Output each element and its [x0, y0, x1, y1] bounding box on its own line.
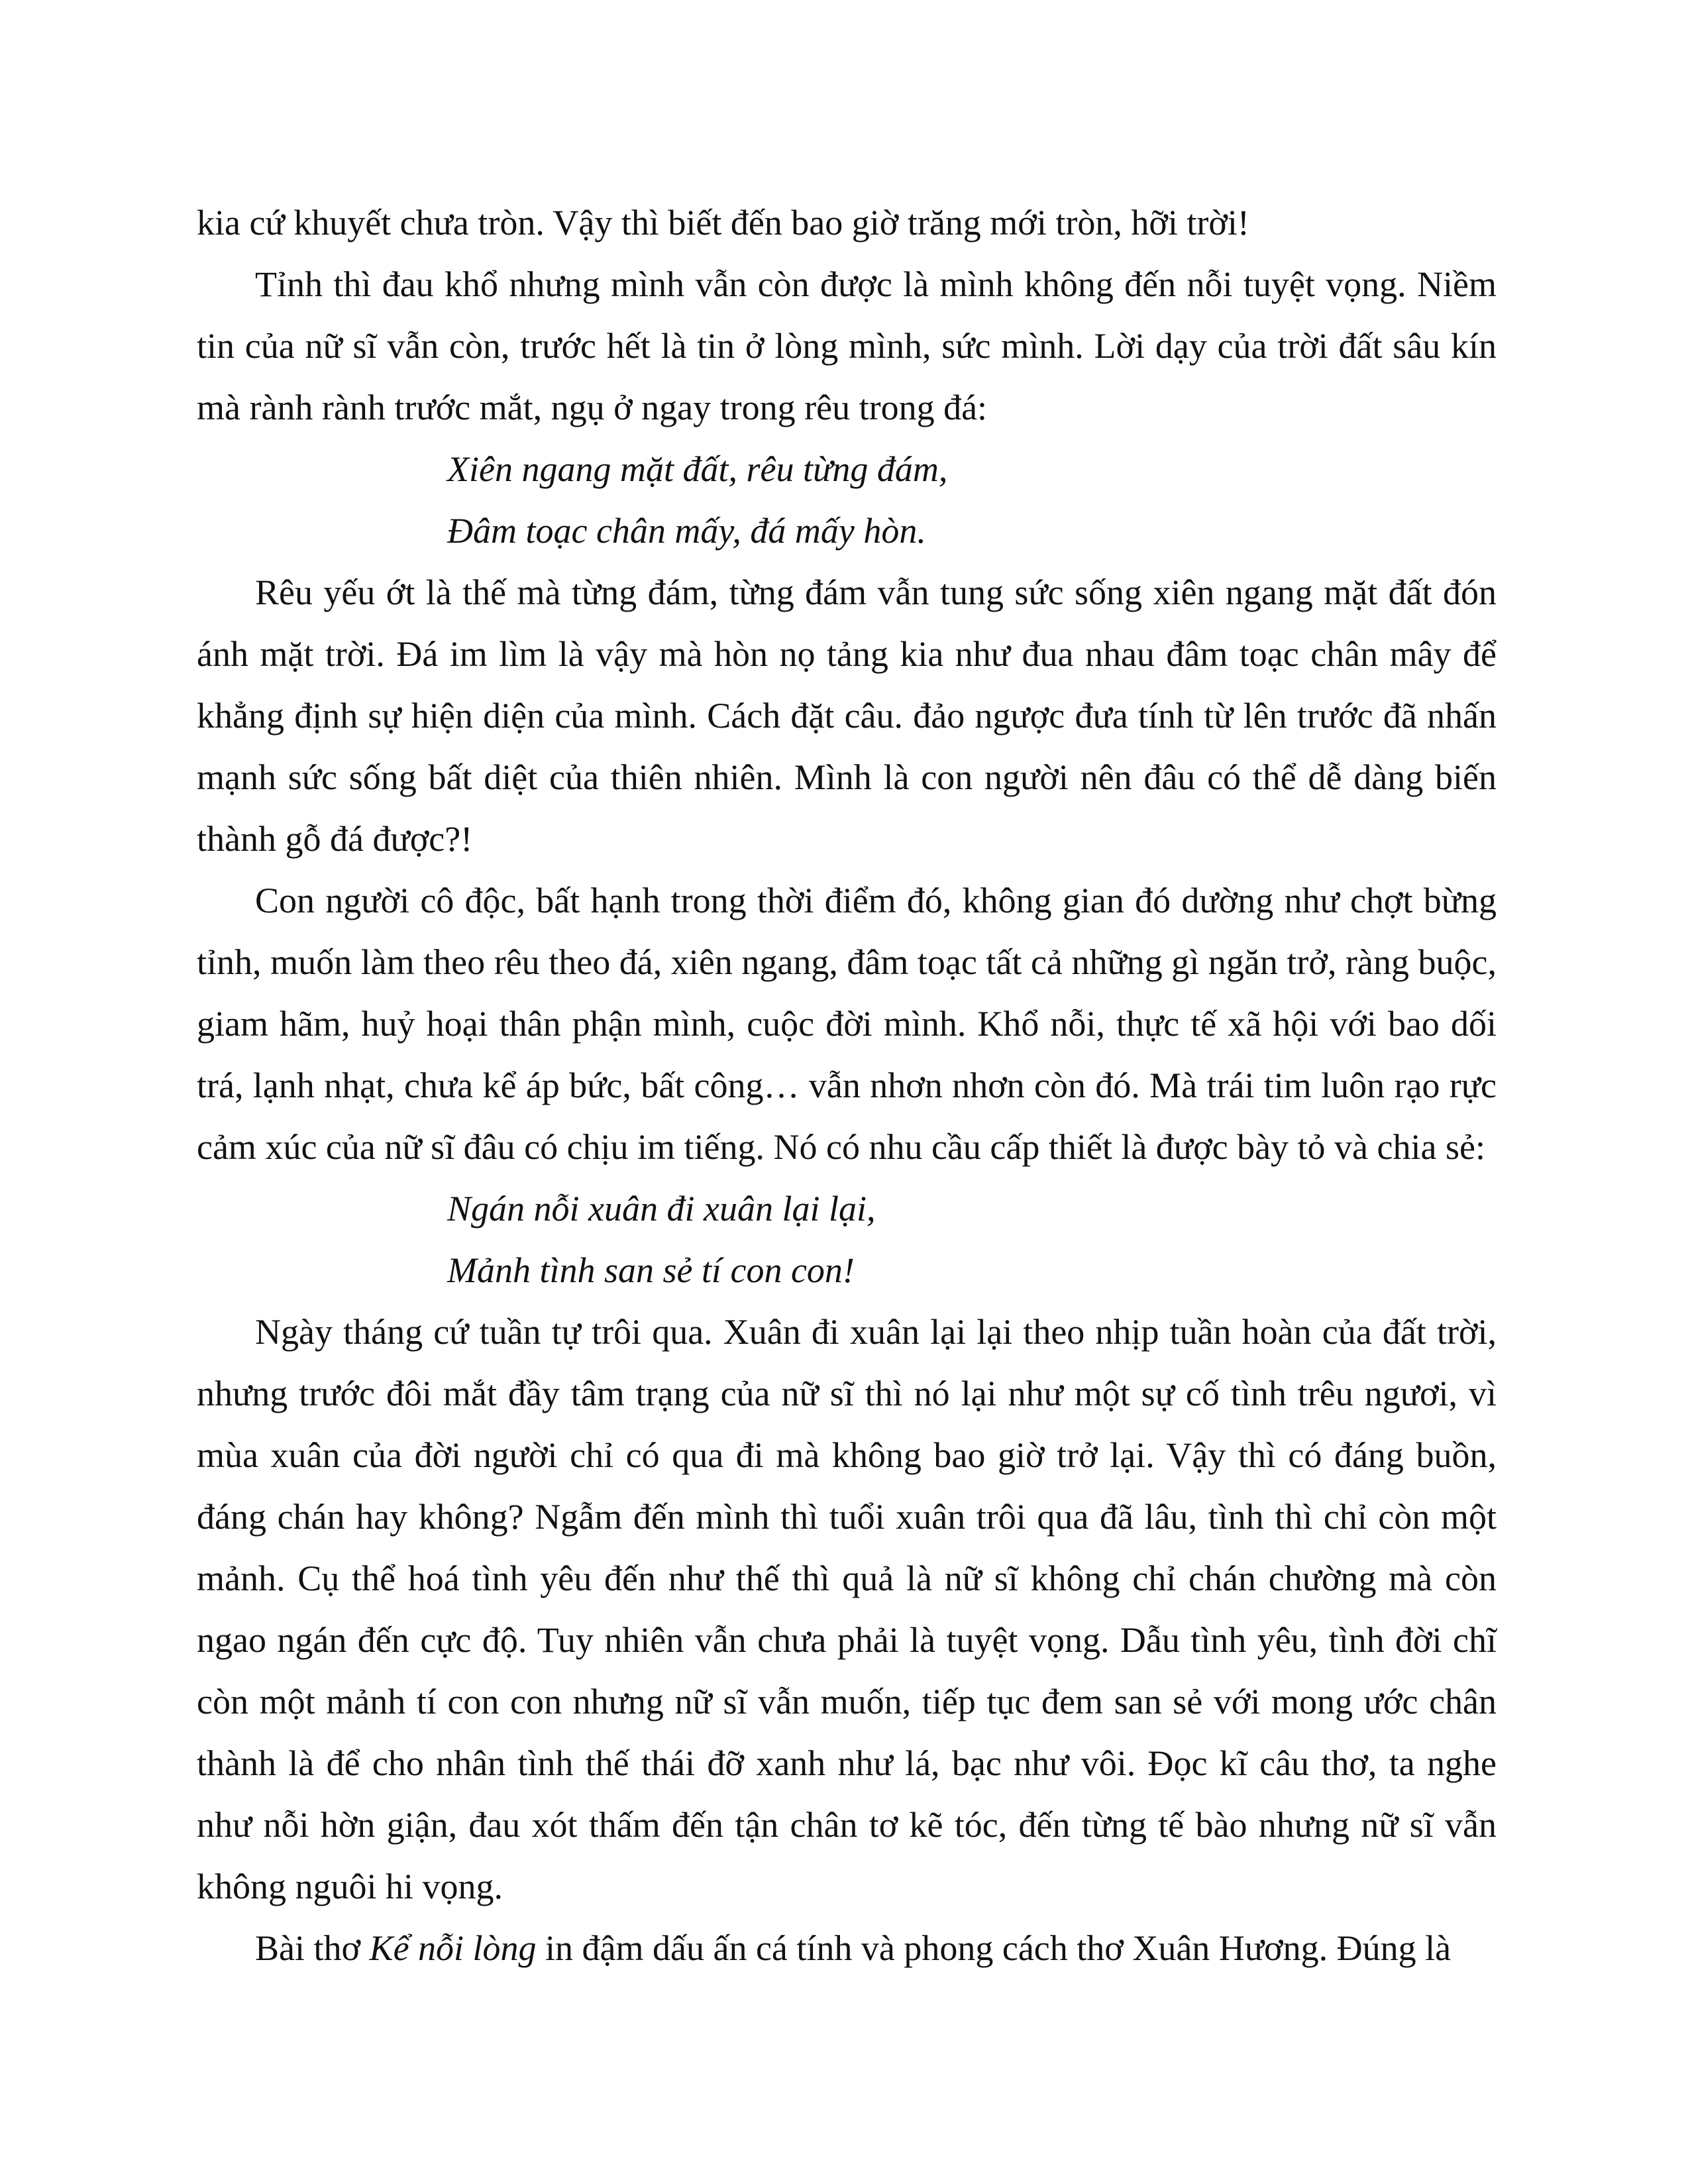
verse-line: Xiên ngang mặt đất, rêu từng đám,: [447, 449, 948, 489]
verse-line: Đâm toạc chân mấy, đá mấy hòn.: [447, 511, 926, 551]
document-body: [197, 192, 1497, 1979]
poem-title: Kể nỗi lòng: [369, 1928, 537, 1968]
verse-line: Ngán nỗi xuân đi xuân lại lại,: [447, 1189, 876, 1228]
paragraph-text: in đậm dấu ấn cá tính và phong cách thơ Xuân Hương. Đúng là: [536, 1928, 1452, 1968]
paragraph-text: Bài thơ: [255, 1928, 370, 1968]
verse-line: Mảnh tình san sẻ tí con con!: [447, 1250, 855, 1290]
paragraph-last: [197, 1918, 1497, 1979]
paragraph: Tỉnh thì đau khổ nhưng mình vẫn còn được là mình không đến nỗi tuyệt vọng. Niềm tin của nữ sĩ vẫn còn, trước hết là tin ở lòng mình, sức mình. Lời dạy của trời đất sâu kín mà rành rành trước mắt, ngụ ở ngay trong rêu trong đá:: [197, 264, 1497, 427]
paragraph-continuation: kia cứ khuyết chưa tròn. Vậy thì biết đến bao giờ trăng mới tròn, hỡi trời!: [197, 203, 1249, 243]
paragraph: Ngày tháng cứ tuần tự trôi qua. Xuân đi xuân lại lại theo nhịp tuần hoàn của đất trời, nhưng trước đôi mắt đầy tâm trạng của nữ sĩ thì nó lại như một sự cố tình trêu ngươi, vì mùa xuân của đời người chỉ có qua đi mà không bao giờ trở lại. Vậy thì có đáng buồn, đáng chán hay không? Ngẫm đến mình thì tuổi xuân trôi qua đã lâu, tình thì chỉ còn một mảnh. Cụ thể hoá tình yêu đến như thế thì quả là nữ sĩ không chỉ chán chường mà còn ngao ngán đến cực độ. Tuy nhiên vẫn chưa phải là tuyệt vọng. Dẫu tình yêu, tình đời chĩ còn một mảnh tí con con nhưng nữ sĩ vẫn muốn, tiếp tục đem san sẻ với mong ước chân thành là để cho nhân tình thế thái đỡ xanh như lá, bạc như vôi. Đọc kĩ câu thơ, ta nghe như nỗi hờn giận, đau xót thấm đến tận chân tơ kẽ tóc, đến từng tế bào nhưng nữ sĩ vẫn không nguôi hi vọng.: [197, 1312, 1497, 1906]
paragraph: Con người cô độc, bất hạnh trong thời điểm đó, không gian đó dường như chợt bừng tỉnh, muốn làm theo rêu theo đá, xiên ngang, đâm toạc tất cả những gì ngăn trở, ràng buộc, giam hãm, huỷ hoại thân phận mình, cuộc đời mình. Khổ nỗi, thực tế xã hội với bao dối trá, lạnh nhạt, chưa kể áp bức, bất công… vẫn nhơn nhơn còn đó. Mà trái tim luôn rạo rực cảm xúc của nữ sĩ đâu có chịu im tiếng. Nó có nhu cầu cấp thiết là được bày tỏ và chia sẻ:: [197, 881, 1497, 1167]
paragraph: Rêu yếu ớt là thế mà từng đám, từng đám vẫn tung sức sống xiên ngang mặt đất đón ánh mặt trời. Đá im lìm là vậy mà hòn nọ tảng kia như đua nhau đâm toạc chân mây để khẳng định sự hiện diện của mình. Cách đặt câu. đảo ngược đưa tính từ lên trước đã nhấn mạnh sức sống bất diệt của thiên nhiên. Mình là con người nên đâu có thể dễ dàng biến thành gỗ đá được?!: [197, 573, 1497, 859]
